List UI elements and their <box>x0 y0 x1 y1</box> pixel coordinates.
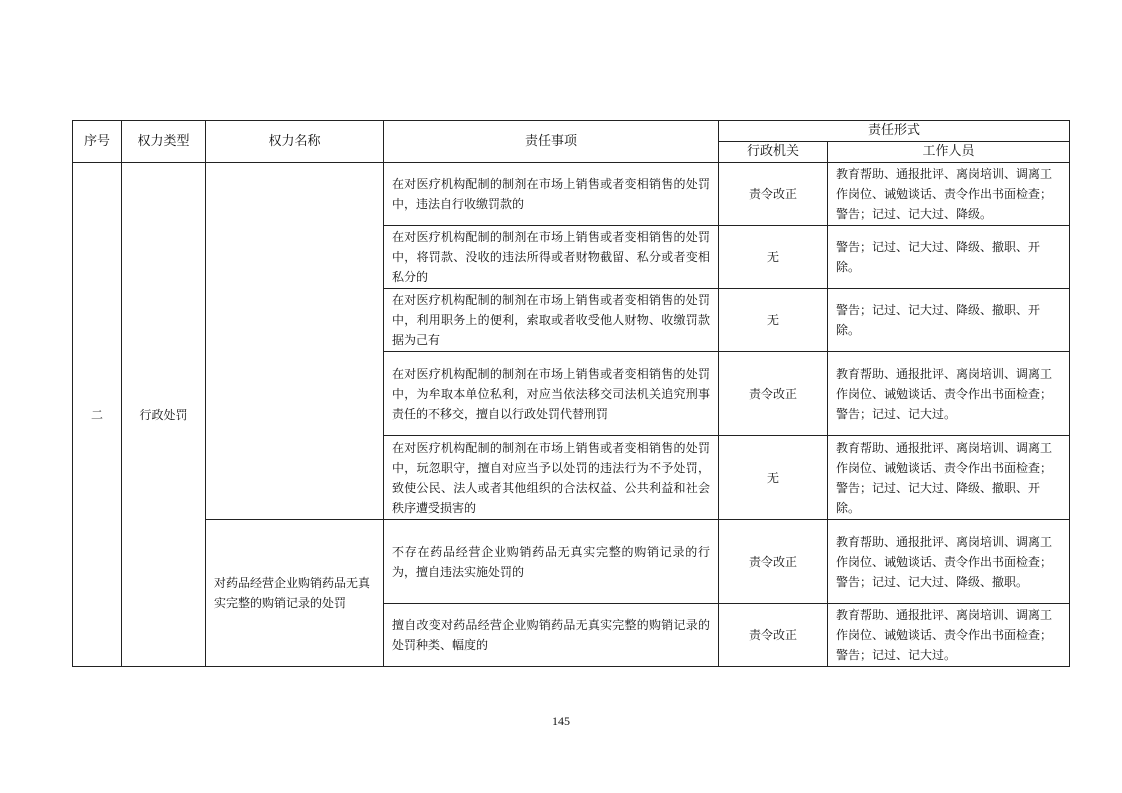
header-responsibility-form: 责任形式 <box>719 121 1070 142</box>
header-responsibility: 责任事项 <box>384 121 719 163</box>
admin-org-action: 无 <box>719 226 828 289</box>
responsibility-item: 在对医疗机构配制的制剂在市场上销售或者变相销售的处罚中，违法自行收缴罚款的 <box>384 163 719 226</box>
staff-sanction: 教育帮助、通报批评、离岗培训、调离工作岗位、诫勉谈话、责令作出书面检查；警告；记过、记大过、降级、撤职。 <box>828 520 1070 604</box>
responsibility-item: 在对医疗机构配制的制剂在市场上销售或者变相销售的处罚中，玩忽职守，擅自对应当予以处罚的违法行为不予处罚，致使公民、法人或者其他组织的合法权益、公共利益和社会秩序遭受损害的 <box>384 436 719 520</box>
staff-sanction: 教育帮助、通报批评、离岗培训、调离工作岗位、诫勉谈话、责令作出书面检查；警告；记过、记大过、降级。 <box>828 163 1070 226</box>
admin-org-action: 责令改正 <box>719 520 828 604</box>
admin-org-action: 责令改正 <box>719 163 828 226</box>
admin-org-action: 无 <box>719 436 828 520</box>
group-power-name-empty <box>206 163 384 520</box>
staff-sanction: 警告；记过、记大过、降级、撤职、开除。 <box>828 226 1070 289</box>
header-index: 序号 <box>73 121 122 163</box>
staff-sanction: 教育帮助、通报批评、离岗培训、调离工作岗位、诫勉谈话、责令作出书面检查；警告；记过、记大过。 <box>828 352 1070 436</box>
header-admin-org: 行政机关 <box>719 142 828 163</box>
responsibility-item: 在对医疗机构配制的制剂在市场上销售或者变相销售的处罚中，利用职务上的便利，索取或者收受他人财物、收缴罚款据为己有 <box>384 289 719 352</box>
group-power-name: 对药品经营企业购销药品无真实完整的购销记录的处罚 <box>206 520 384 667</box>
staff-sanction: 教育帮助、通报批评、离岗培训、调离工作岗位、诫勉谈话、责令作出书面检查；警告；记过、记大过。 <box>828 604 1070 667</box>
responsibility-item: 不存在药品经营企业购销药品无真实完整的购销记录的行为，擅自违法实施处罚的 <box>384 520 719 604</box>
header-power-name: 权力名称 <box>206 121 384 163</box>
responsibility-item: 擅自改变对药品经营企业购销药品无真实完整的购销记录的处罚种类、幅度的 <box>384 604 719 667</box>
responsibility-table <box>72 120 1070 667</box>
admin-org-action: 无 <box>719 289 828 352</box>
admin-org-action: 责令改正 <box>719 604 828 667</box>
staff-sanction: 警告；记过、记大过、降级、撤职、开除。 <box>828 289 1070 352</box>
responsibility-item: 在对医疗机构配制的制剂在市场上销售或者变相销售的处罚中，为牟取本单位私利，对应当依法移交司法机关追究刑事责任的不移交，擅自以行政处罚代替刑罚 <box>384 352 719 436</box>
admin-org-action: 责令改正 <box>719 352 828 436</box>
table-row <box>73 520 1070 604</box>
header-staff: 工作人员 <box>828 142 1070 163</box>
table-row <box>73 163 1070 226</box>
page-number: 145 <box>552 714 570 728</box>
group-power-type: 行政处罚 <box>122 163 206 667</box>
group-index: 二 <box>73 163 122 667</box>
header-power-type: 权力类型 <box>122 121 206 163</box>
responsibility-item: 在对医疗机构配制的制剂在市场上销售或者变相销售的处罚中，将罚款、没收的违法所得或者财物截留、私分或者变相私分的 <box>384 226 719 289</box>
staff-sanction: 教育帮助、通报批评、离岗培训、调离工作岗位、诫勉谈话、责令作出书面检查；警告；记过、记大过、降级、撤职、开除。 <box>828 436 1070 520</box>
